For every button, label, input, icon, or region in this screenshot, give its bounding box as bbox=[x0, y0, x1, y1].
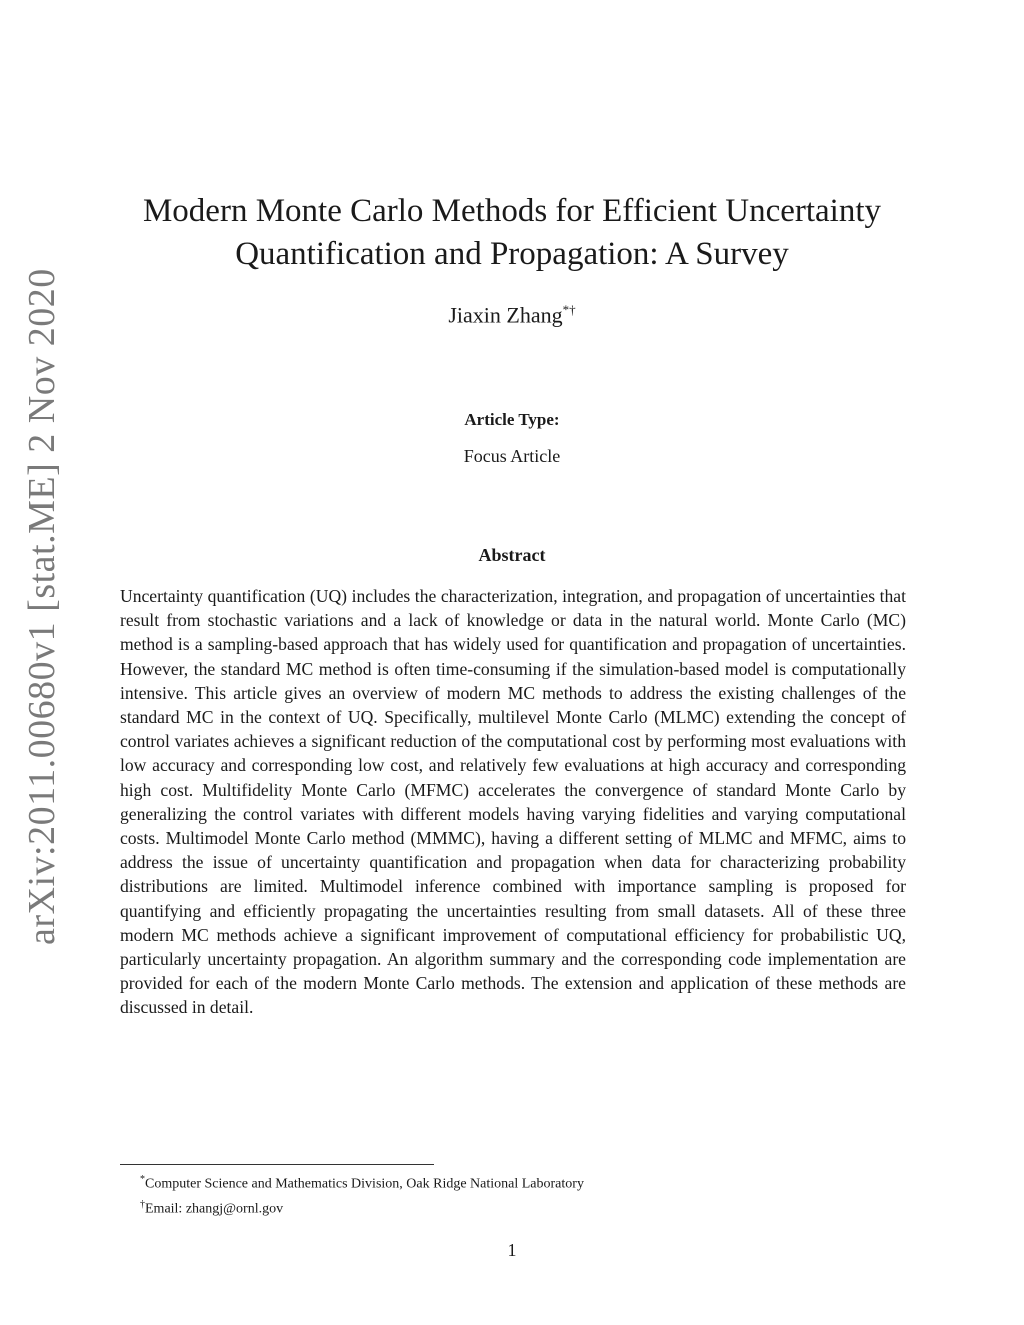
author-line bbox=[100, 302, 924, 328]
page-number: 1 bbox=[507, 1240, 517, 1260]
paper-title-line-1: Modern Monte Carlo Methods for Efficient Uncertainty bbox=[142, 193, 882, 229]
footnote-mark: * bbox=[140, 1174, 145, 1185]
arxiv-identifier-stamp: arXiv:2011.00680v1 [stat.ME] 2 Nov 2020 bbox=[21, 268, 63, 945]
paper-title-line-2: Quantification and Propagation: A Survey bbox=[235, 236, 789, 272]
author-footnote-marks: *† bbox=[562, 302, 576, 317]
footnote-text: Computer Science and Mathematics Division, Oak Ridge National Laboratory bbox=[145, 1176, 584, 1192]
footnote-email bbox=[140, 1195, 584, 1220]
footnote-mark: † bbox=[140, 1198, 145, 1210]
footnote-affiliation bbox=[140, 1170, 584, 1195]
article-type-label: Article Type: bbox=[464, 410, 560, 429]
paper-title bbox=[100, 190, 924, 276]
article-type-value: Focus Article bbox=[463, 446, 561, 466]
author-name: Jiaxin Zhang bbox=[448, 302, 563, 328]
abstract-body: Uncertainty quantification (UQ) includes the characterization, integration, and propagation of uncertainties that result from stochastic variations and a lack of knowledge or data in the natural world. Monte Carlo (MC) method is a sampling-based approach that has widely used for quantification and propagation of uncertainties. However, the standard MC method is often time-consuming if the simulation-based model is computationally intensive. This article gives an overview of modern MC methods to address the existing challenges of the standard MC in the context of UQ. Specifically, multilevel Monte Carlo (MLMC) extending the concept of control variates achieves a significant reduction of the computational cost by performing most evaluations with low accuracy and corresponding low cost, and relatively few evaluations at high accuracy and corresponding high cost. Multifidelity Monte Carlo (MFMC) accelerates the convergence of standard Monte Carlo by generalizing the control variates with different models having varying fidelities and varying computational costs. Multimodel Monte Carlo method (MMMC), having a different setting of MLMC and MFMC, aims to address the issue of uncertainty quantification and propagation when data for characterizing probability distributions are limited. Multimodel inference combined with importance sampling is proposed for quantifying and efficiently propagating the uncertainties resulting from small datasets. All of these three modern MC methods achieve a significant improvement of computational efficiency for probabilistic UQ, particularly uncertainty propagation. An algorithm summary and the corresponding code implementation are provided for each of the modern Monte Carlo methods. The extension and application of these methods are discussed in detail. bbox=[120, 586, 906, 1018]
abstract-heading: Abstract bbox=[478, 545, 546, 565]
footnote-text: Email: zhangj@ornl.gov bbox=[145, 1201, 284, 1217]
footnote-divider bbox=[120, 1164, 434, 1165]
footnotes bbox=[140, 1170, 584, 1219]
